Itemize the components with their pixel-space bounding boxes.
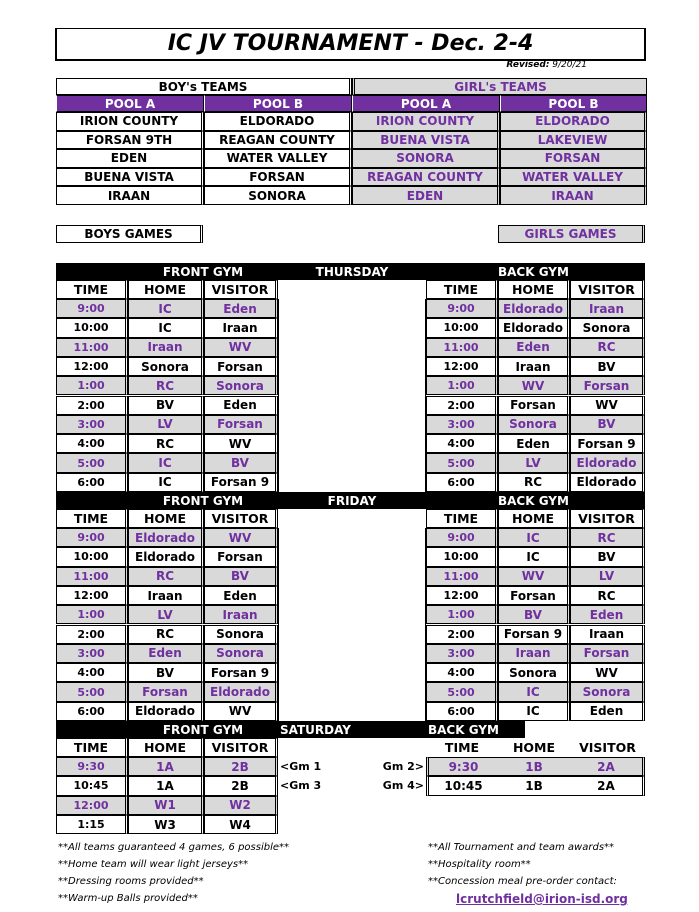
visitor-team: Eden: [570, 605, 645, 624]
visitor-team: Iraan: [204, 605, 278, 624]
pool-header: POOL A: [352, 95, 500, 112]
game-time: 10:45: [56, 776, 128, 795]
game-time: 6:00: [56, 473, 128, 492]
home-team: Eden: [128, 644, 204, 663]
day-label: SATURDAY: [278, 721, 426, 738]
team-cell: REAGAN COUNTY: [352, 168, 500, 187]
game-time: 6:00: [426, 702, 498, 721]
visitor-team: 2B: [204, 757, 278, 776]
team-cell: IRION COUNTY: [56, 112, 204, 131]
visitor-team: BV: [570, 547, 645, 566]
home-team: Eldorado: [498, 318, 570, 337]
visitor-team: Sonora: [204, 625, 278, 644]
home-team: Forsan: [498, 586, 570, 605]
home-team: W3: [128, 815, 204, 834]
boys-teams-header: BOY's TEAMS: [56, 78, 352, 95]
game-time: 6:00: [426, 473, 498, 492]
front-gym-label: FRONT GYM: [128, 263, 278, 280]
game-time: 10:00: [426, 318, 498, 337]
home-team: Sonora: [128, 357, 204, 376]
girls-teams-header: GIRL's TEAMS: [352, 78, 647, 95]
pool-header: POOL A: [56, 95, 204, 112]
team-cell: EDEN: [352, 186, 500, 205]
home-team: Eden: [498, 338, 570, 357]
game-time: 10:00: [56, 318, 128, 337]
home-team: RC: [128, 567, 204, 586]
column-header: HOME: [498, 509, 570, 528]
front-gym-label: FRONT GYM: [128, 492, 278, 509]
game-time: 10:00: [56, 547, 128, 566]
game-time: 9:30: [426, 757, 498, 776]
visitor-team: WV: [204, 434, 278, 453]
game-time: 11:00: [56, 567, 128, 586]
visitor-team: Iraan: [570, 625, 645, 644]
column-header: VISITOR: [570, 280, 645, 299]
footer-note-left: **Warm-up Balls provided**: [58, 893, 198, 904]
game-time: 11:00: [426, 567, 498, 586]
home-team: W1: [128, 796, 204, 815]
game-time: 5:00: [56, 682, 128, 701]
game-time: 1:00: [426, 605, 498, 624]
team-cell: BUENA VISTA: [352, 131, 500, 150]
game-time: 5:00: [426, 682, 498, 701]
game-time: 3:00: [56, 415, 128, 434]
home-team: Sonora: [498, 415, 570, 434]
game-time: 1:00: [426, 376, 498, 395]
column-header: HOME: [498, 280, 570, 299]
visitor-team: 2A: [570, 757, 645, 776]
game-time: 1:15: [56, 815, 128, 834]
girls-games-legend: GIRLS GAMES: [498, 225, 645, 243]
game-time: 12:00: [426, 586, 498, 605]
home-team: RC: [498, 473, 570, 492]
pool-header: POOL B: [204, 95, 352, 112]
pool-header: POOL B: [500, 95, 647, 112]
footer-note-left: **All teams guaranteed 4 games, 6 possible**: [58, 842, 290, 853]
contact-email-link[interactable]: lcrutchfield@irion-isd.org: [456, 892, 628, 906]
game-time: 10:45: [426, 776, 498, 795]
visitor-team: RC: [570, 528, 645, 547]
home-team: IC: [498, 528, 570, 547]
team-cell: WATER VALLEY: [204, 149, 352, 168]
footer-note-right: **Hospitality room**: [428, 859, 531, 870]
game-time: 11:00: [426, 338, 498, 357]
visitor-team: Forsan 9: [570, 434, 645, 453]
home-team: Eldorado: [498, 299, 570, 318]
game-time: 6:00: [56, 702, 128, 721]
visitor-team: Forsan: [204, 547, 278, 566]
visitor-team: RC: [570, 586, 645, 605]
visitor-team: LV: [570, 567, 645, 586]
team-cell: LAKEVIEW: [500, 131, 647, 150]
column-header: VISITOR: [204, 738, 278, 757]
footer-note-left: **Home team will wear light jerseys**: [58, 859, 249, 870]
game-time: 2:00: [426, 396, 498, 415]
home-team: IC: [128, 453, 204, 472]
home-team: Iraan: [498, 644, 570, 663]
home-team: IC: [128, 318, 204, 337]
column-header: TIME: [56, 509, 128, 528]
home-team: Eldorado: [128, 702, 204, 721]
team-cell: BUENA VISTA: [56, 168, 204, 187]
visitor-team: RC: [570, 338, 645, 357]
team-cell: FORSAN: [500, 149, 647, 168]
visitor-team: Eldorado: [570, 453, 645, 472]
team-cell: ELDORADO: [500, 112, 647, 131]
home-team: BV: [128, 396, 204, 415]
footer-note-left: **Dressing rooms provided**: [58, 876, 204, 887]
visitor-team: Sonora: [204, 376, 278, 395]
visitor-team: Forsan 9: [204, 663, 278, 682]
column-header: TIME: [426, 280, 498, 299]
home-team: Sonora: [498, 663, 570, 682]
home-team: RC: [128, 625, 204, 644]
home-team: Eldorado: [128, 528, 204, 547]
home-team: IC: [498, 547, 570, 566]
visitor-team: W2: [204, 796, 278, 815]
game-time: 9:00: [56, 299, 128, 318]
visitor-team: Sonora: [570, 682, 645, 701]
column-header: VISITOR: [204, 509, 278, 528]
visitor-team: Sonora: [204, 644, 278, 663]
column-header: HOME: [128, 280, 204, 299]
visitor-team: BV: [204, 453, 278, 472]
game-number-label: Gm 2>: [382, 760, 424, 774]
revised-label: Revised:: [506, 60, 550, 70]
day-label: FRIDAY: [278, 492, 426, 509]
home-team: BV: [498, 605, 570, 624]
column-header: HOME: [128, 509, 204, 528]
home-team: WV: [498, 567, 570, 586]
column-header: VISITOR: [570, 509, 645, 528]
visitor-team: BV: [570, 415, 645, 434]
home-team: IC: [128, 299, 204, 318]
game-time: 5:00: [56, 453, 128, 472]
game-number-label: <Gm 3: [280, 779, 322, 793]
home-team: LV: [128, 605, 204, 624]
page-title: IC JV TOURNAMENT - Dec. 2-4: [167, 31, 534, 56]
visitor-team: WV: [204, 528, 278, 547]
back-gym-label: BACK GYM: [426, 492, 645, 509]
visitor-team: Iraan: [204, 318, 278, 337]
home-team: 1A: [128, 776, 204, 795]
game-number-label: <Gm 1: [280, 760, 322, 774]
game-time: 11:00: [56, 338, 128, 357]
game-time: 12:00: [426, 357, 498, 376]
visitor-team: Eldorado: [204, 682, 278, 701]
game-time: 4:00: [426, 434, 498, 453]
footer-note-right: **Concession meal pre-order contact:: [428, 876, 617, 887]
team-cell: EDEN: [56, 149, 204, 168]
team-cell: SONORA: [204, 186, 352, 205]
team-cell: IRION COUNTY: [352, 112, 500, 131]
game-number-label: Gm 4>: [382, 779, 424, 793]
visitor-team: Eden: [204, 586, 278, 605]
back-gym-label: BACK GYM: [426, 721, 525, 738]
home-team: Eldorado: [128, 547, 204, 566]
home-team: LV: [128, 415, 204, 434]
visitor-team: Forsan: [204, 357, 278, 376]
game-time: 3:00: [56, 644, 128, 663]
game-time: 1:00: [56, 605, 128, 624]
center-gap: [278, 528, 426, 721]
home-team: Iraan: [128, 338, 204, 357]
visitor-team: Eden: [570, 702, 645, 721]
home-team: 1B: [498, 776, 570, 795]
home-team: Forsan: [128, 682, 204, 701]
home-team: BV: [128, 663, 204, 682]
visitor-team: Sonora: [570, 318, 645, 337]
visitor-team: Forsan: [570, 644, 645, 663]
column-header: HOME: [512, 740, 556, 755]
column-header: TIME: [56, 280, 128, 299]
visitor-team: 2A: [570, 776, 645, 795]
visitor-team: Forsan: [204, 415, 278, 434]
team-cell: ELDORADO: [204, 112, 352, 131]
home-team: WV: [498, 376, 570, 395]
game-time: 4:00: [56, 434, 128, 453]
team-cell: SONORA: [352, 149, 500, 168]
team-cell: WATER VALLEY: [500, 168, 647, 187]
game-time: 4:00: [426, 663, 498, 682]
visitor-team: W4: [204, 815, 278, 834]
team-cell: FORSAN 9TH: [56, 131, 204, 150]
visitor-team: Eden: [204, 396, 278, 415]
day-label: THURSDAY: [278, 263, 426, 280]
back-gym-label: BACK GYM: [426, 263, 645, 280]
team-cell: IRAAN: [56, 186, 204, 205]
team-cell: FORSAN: [204, 168, 352, 187]
visitor-team: WV: [570, 396, 645, 415]
visitor-team: 2B: [204, 776, 278, 795]
home-team: Iraan: [128, 586, 204, 605]
game-time: 3:00: [426, 415, 498, 434]
game-time: 9:00: [426, 528, 498, 547]
game-time: 2:00: [56, 396, 128, 415]
visitor-team: BV: [204, 567, 278, 586]
column-header: VISITOR: [204, 280, 278, 299]
game-time: 9:00: [426, 299, 498, 318]
game-time: 1:00: [56, 376, 128, 395]
game-time: 5:00: [426, 453, 498, 472]
team-cell: REAGAN COUNTY: [204, 131, 352, 150]
game-time: 12:00: [56, 357, 128, 376]
boys-games-legend: BOYS GAMES: [56, 225, 203, 243]
game-time: 3:00: [426, 644, 498, 663]
game-time: 10:00: [426, 547, 498, 566]
footer-note-right: **All Tournament and team awards**: [428, 842, 615, 853]
column-header: VISITOR: [579, 740, 636, 755]
revised-date: 9/20/21: [552, 60, 587, 70]
visitor-team: Forsan 9: [204, 473, 278, 492]
visitor-team: WV: [570, 663, 645, 682]
game-time: 9:30: [56, 757, 128, 776]
home-team: Eden: [498, 434, 570, 453]
home-team: IC: [128, 473, 204, 492]
center-gap: [278, 299, 426, 492]
home-team: Forsan: [498, 396, 570, 415]
home-team: RC: [128, 376, 204, 395]
team-cell: IRAAN: [500, 186, 647, 205]
column-header: TIME: [444, 740, 480, 755]
revised-note: [506, 60, 587, 70]
game-time: 9:00: [56, 528, 128, 547]
home-team: 1A: [128, 757, 204, 776]
game-time: 2:00: [56, 625, 128, 644]
home-team: Iraan: [498, 357, 570, 376]
game-time: 4:00: [56, 663, 128, 682]
visitor-team: BV: [570, 357, 645, 376]
visitor-team: Eldorado: [570, 473, 645, 492]
front-gym-label: FRONT GYM: [128, 721, 278, 738]
visitor-team: WV: [204, 338, 278, 357]
column-header: TIME: [426, 509, 498, 528]
home-team: IC: [498, 682, 570, 701]
home-team: Forsan 9: [498, 625, 570, 644]
home-team: IC: [498, 702, 570, 721]
visitor-team: Forsan: [570, 376, 645, 395]
visitor-team: Iraan: [570, 299, 645, 318]
home-team: 1B: [498, 757, 570, 776]
game-time: 2:00: [426, 625, 498, 644]
visitor-team: Eden: [204, 299, 278, 318]
home-team: RC: [128, 434, 204, 453]
column-header: TIME: [56, 738, 128, 757]
game-time: 12:00: [56, 586, 128, 605]
column-header: HOME: [128, 738, 204, 757]
home-team: LV: [498, 453, 570, 472]
game-time: 12:00: [56, 796, 128, 815]
visitor-team: WV: [204, 702, 278, 721]
